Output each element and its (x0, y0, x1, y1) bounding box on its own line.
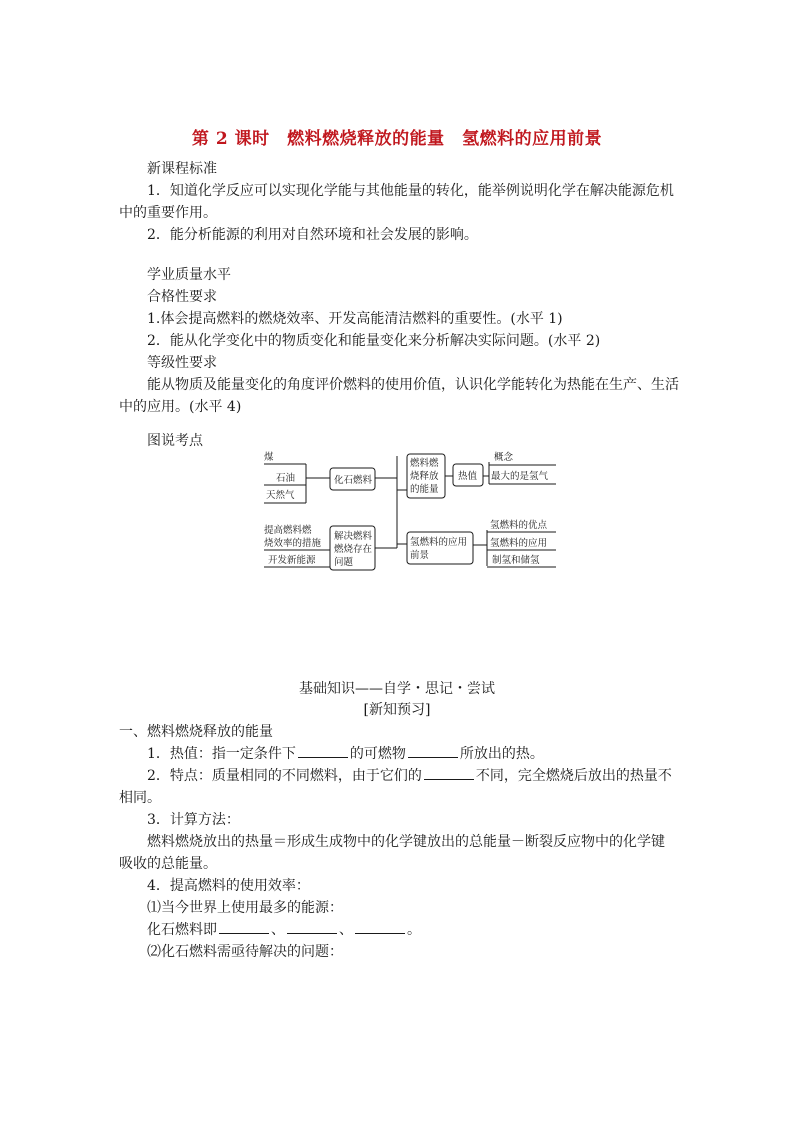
improve-label-2: 烧效率的措施 (264, 538, 322, 549)
efficiency-heading: 4．提高燃料的使用效率： (147, 878, 310, 894)
fossil-label: 化石燃料 (334, 475, 373, 486)
feature-text-c: 相同。 (119, 790, 161, 806)
energy-label-1: 燃料燃 (410, 458, 439, 469)
section-heading: 基础知识——自学・思记・尝试 (299, 681, 495, 697)
standard-heading: 新课程标准 (147, 161, 217, 177)
prospect-label-2: 前景 (410, 550, 430, 561)
application-label: 氢燃料的应用 (490, 538, 548, 549)
heat-value-label: 热值 (458, 471, 478, 482)
solve-label-3: 问题 (334, 557, 354, 568)
calc-line-2: 吸收的总能量。 (119, 856, 217, 872)
pass-item-2: 2．能从化学变化中的物质变化和能量变化来分析解决实际问题。(水平 2) (147, 333, 601, 349)
part-1-heading: 一、燃料燃烧释放的能量 (119, 724, 273, 740)
pass-heading: 合格性要求 (147, 289, 217, 305)
blank-field[interactable] (219, 921, 269, 934)
solve-label-1: 解决燃料 (334, 531, 373, 542)
middle-connector (375, 456, 407, 548)
heat-value-text-a: 1．热值：指一定条件下 (147, 746, 296, 762)
quality-heading: 学业质量水平 (147, 267, 231, 283)
separator: 、 (271, 922, 285, 938)
oil-label: 石油 (276, 473, 296, 484)
blank-field[interactable] (287, 921, 337, 934)
pass-item-1: 1.体会提高燃料的燃烧效率、开发高能清洁燃料的重要性。(水平 1) (147, 311, 563, 327)
coal-label: 煤 (264, 452, 274, 463)
feature-item (147, 767, 672, 785)
separator: 、 (339, 922, 353, 938)
grade-heading: 等级性要求 (147, 355, 217, 371)
prospect-connector (473, 530, 487, 566)
prospect-label-1: 氢燃料的应用 (410, 537, 468, 548)
feature-text-a: 2．特点：质量相同的不同燃料，由于它们的 (147, 768, 422, 784)
new-source-label: 开发新能源 (268, 555, 316, 566)
concept-map (262, 448, 560, 574)
blank-field[interactable] (298, 745, 348, 758)
page-title: 第 2 课时 燃料燃烧释放的能量 氢燃料的应用前景 (191, 129, 603, 149)
solve-label-2: 燃烧存在 (334, 544, 373, 555)
fossil-fuel-text: 化石燃料即 (147, 922, 217, 938)
fossil-connector (306, 464, 330, 503)
energy-label-2: 烧释放 (410, 471, 439, 482)
section-subheading: [新知预习] (363, 702, 431, 718)
advantage-label: 氢燃料的优点 (490, 520, 548, 531)
heat-value-item (147, 745, 544, 763)
standard-item-1-line-2: 中的重要作用。 (119, 205, 217, 221)
blank-field[interactable] (408, 745, 458, 758)
standard-item-2: 2．能分析能源的利用对自然环境和社会发展的影响。 (147, 227, 478, 243)
standard-item-1-line-1: 1．知道化学反应可以实现化学能与其他能量的转化，能举例说明化学在解决能源危机 (147, 183, 674, 199)
blank-field[interactable] (424, 767, 474, 780)
heat-value-text-b: 的可燃物 (349, 746, 406, 762)
grade-line-1: 能从物质及能量变化的角度评价燃料的使用价值，认识化学能转化为热能在生产、生活 (147, 377, 679, 393)
grade-line-2: 中的应用。(水平 4) (119, 399, 242, 415)
concept-label: 概念 (494, 452, 514, 463)
produce-label: 制氢和储氢 (492, 555, 540, 566)
calc-line-1: 燃料燃烧放出的热量＝形成生成物中的化学键放出的总能量－断裂反应物中的化学键 (147, 834, 665, 850)
efficiency-item-2: ⑵化石燃料需亟待解决的问题： (147, 944, 343, 960)
diagram-heading: 图说考点 (147, 433, 203, 449)
efficiency-item-1: ⑴当今世界上使用最多的能源： (147, 900, 343, 916)
feature-text-b: 不同，完全燃烧后放出的热量不 (475, 768, 672, 784)
blank-field[interactable] (355, 921, 405, 934)
heat-value-connector (483, 462, 489, 484)
gas-label: 天然气 (266, 490, 295, 501)
max-label: 最大的是氢气 (491, 471, 549, 482)
fossil-fuel-item (147, 921, 421, 939)
improve-label-1: 提高燃料燃 (264, 525, 312, 536)
calc-heading: 3．计算方法： (147, 812, 240, 828)
period: 。 (407, 922, 421, 938)
energy-label-3: 的能量 (410, 484, 439, 495)
heat-value-text-c: 所放出的热。 (459, 746, 544, 762)
